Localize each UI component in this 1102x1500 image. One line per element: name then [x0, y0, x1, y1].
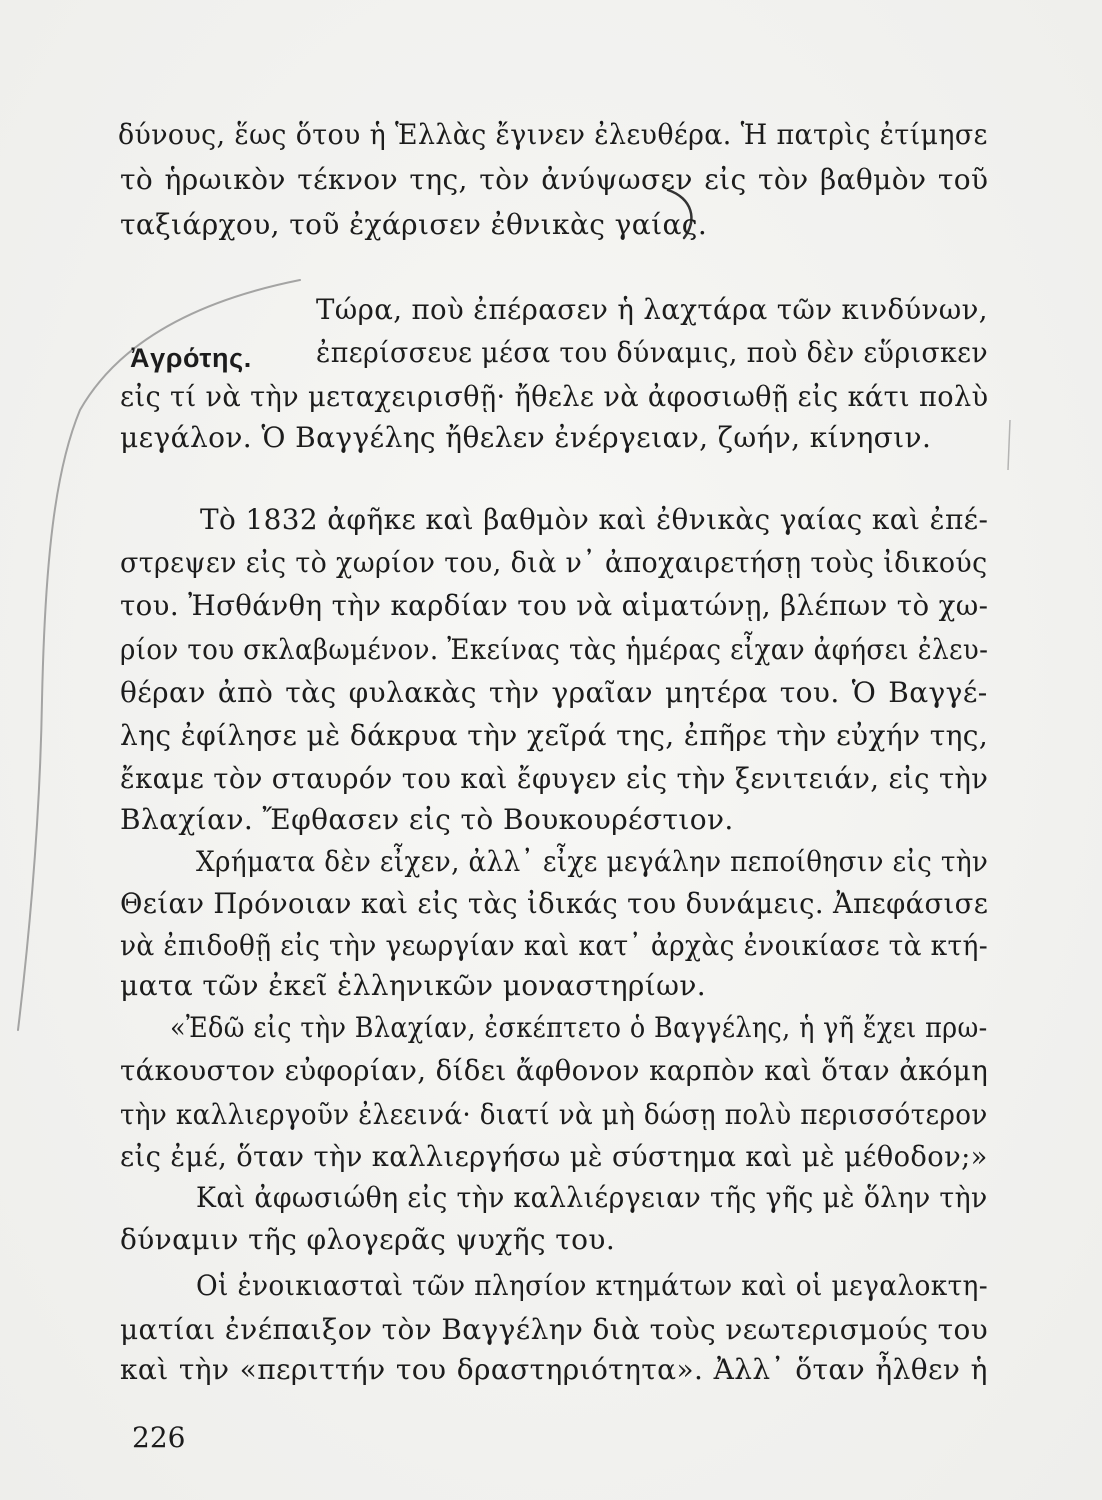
- text-line: του. Ἠσθάνθη τὴν καρδίαν του νὰ αἱματώνῃ, βλέπων τὸ χω-: [120, 589, 989, 622]
- text-line: τὸ ἡρωικὸν τέκνον της, τὸν ἀνύψωσεν εἰς τὸν βαθμὸν τοῦ: [120, 163, 989, 196]
- text-line: ματα τῶν ἐκεῖ ἑλληνικῶν μοναστηρίων.: [120, 969, 707, 1002]
- text-line: «Ἐδῶ εἰς τὴν Βλαχίαν, ἐσκέπτετο ὁ Βαγγέλης, ἡ γῆ ἔχει πρω-: [170, 1011, 988, 1044]
- text-line: μεγάλον. Ὁ Βαγγέλης ἤθελεν ἐνέργειαν, ζωήν, κίνησιν.: [120, 421, 932, 454]
- text-line: Βλαχίαν. Ἔφθασεν εἰς τὸ Βουκουρέστιον.: [120, 803, 734, 836]
- text-line: νὰ ἐπιδοθῇ εἰς τὴν γεωργίαν καὶ κατ᾽ ἀρχὰς ἐνοικίασε τὰ κτή-: [120, 929, 989, 962]
- text-line: ἔκαμε τὸν σταυρόν του καὶ ἔφυγεν εἰς τὴν ξενιτειάν, εἰς τὴν: [120, 762, 989, 795]
- text-line: θέραν ἀπὸ τὰς φυλακὰς τὴν γραῖαν μητέρα του. Ὁ Βαγγέ-: [120, 676, 988, 709]
- text-line: ἐπερίσσευε μέσα του δύναμις, ποὺ δὲν εὕρισκεν: [316, 336, 988, 369]
- pencil-side-tick-mark: [1008, 420, 1010, 470]
- text-line: Τώρα, ποὺ ἐπέρασεν ἡ λαχτάρα τῶν κινδύνων,: [316, 293, 988, 326]
- text-line: Καὶ ἀφωσιώθη εἰς τὴν καλλιέργειαν τῆς γῆς μὲ ὅλην τὴν: [196, 1181, 988, 1214]
- text-line: τάκουστον εὐφορίαν, δίδει ἄφθονον καρπὸν καὶ ὅταν ἀκόμη: [120, 1054, 989, 1087]
- text-line: εἰς ἐμέ, ὅταν τὴν καλλιεργήσω μὲ σύστημα καὶ μὲ μέθοδον;»: [120, 1140, 988, 1173]
- text-line: Οἱ ἐνοικιασταὶ τῶν πλησίον κτημάτων καὶ οἱ μεγαλοκτη-: [196, 1269, 989, 1302]
- text-line: στρεψεν εἰς τὸ χωρίον του, διὰ ν᾽ ἀποχαιρετήσῃ τοὺς ἰδικούς: [120, 546, 988, 579]
- text-line: τὴν καλλιεργοῦν ἐλεεινά· διατί νὰ μὴ δώσῃ πολὺ περισσότερον: [120, 1098, 988, 1131]
- margin-sidenote: Ἀγρότης.: [130, 343, 252, 373]
- text-line: ματίαι ἐνέπαιξον τὸν Βαγγέλην διὰ τοὺς νεωτερισμούς του: [120, 1313, 989, 1346]
- text-line: εἰς τί νὰ τὴν μεταχειρισθῇ· ἤθελε νὰ ἀφοσιωθῇ εἰς κάτι πολὺ: [120, 380, 989, 413]
- text-line: ρίον του σκλαβωμένον. Ἐκείνας τὰς ἡμέρας εἶχαν ἀφήσει ἐλευ-: [120, 633, 989, 666]
- text-line: ταξιάρχου, τοῦ ἐχάρισεν ἐθνικὰς γαίας.: [120, 208, 708, 241]
- text-line: Τὸ 1832 ἀφῆκε καὶ βαθμὸν καὶ ἐθνικὰς γαίας καὶ ἐπέ-: [200, 503, 989, 536]
- text-line: Θείαν Πρόνοιαν καὶ εἰς τὰς ἰδικάς του δυνάμεις. Ἀπεφάσισε: [120, 887, 989, 920]
- text-line: δύναμιν τῆς φλογερᾶς ψυχῆς του.: [120, 1223, 616, 1256]
- text-line: δύνους, ἕως ὅτου ἡ Ἑλλὰς ἔγινεν ἐλευθέρα. Ἡ πατρὶς ἐτίμησε: [118, 118, 988, 151]
- text-line: Χρήματα δὲν εἶχεν, ἀλλ᾽ εἶχε μεγάλην πεποίθησιν εἰς τὴν: [196, 845, 989, 878]
- text-line: καὶ τὴν «περιττήν του δραστηριότητα». Ἀλλ᾽ ὅταν ἦλθεν ἡ: [120, 1353, 988, 1386]
- page-number: 226: [132, 1421, 186, 1454]
- text-line: λης ἐφίλησε μὲ δάκρυα τὴν χεῖρά της, ἐπῆρε τὴν εὐχήν της,: [120, 719, 989, 752]
